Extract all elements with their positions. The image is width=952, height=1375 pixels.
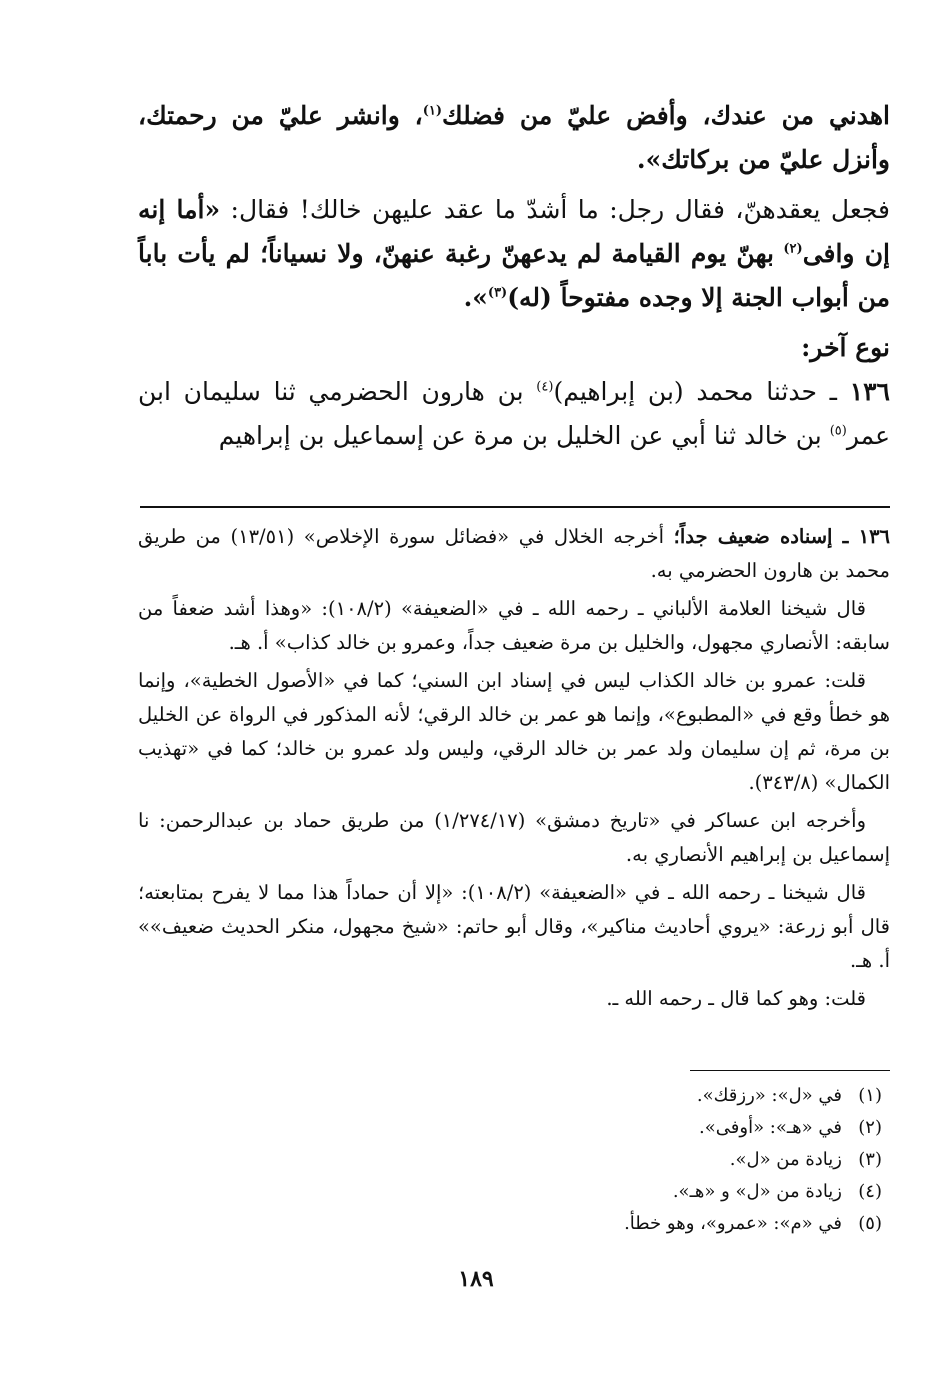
quote-segment: ». xyxy=(463,283,488,312)
footnote-item xyxy=(138,1208,890,1240)
quote-segment: بهنّ يوم القيامة لم يدعهنّ رغبة عنهنّ، ولا نسياناً؛ لم يأت باباً من أبواب الجنة إلا وجده مفتوحاً (له) xyxy=(138,239,890,312)
footnote-ref-5: (٥) xyxy=(829,423,847,439)
quote-segment: «أما إنه إن وافى xyxy=(138,195,890,268)
footnote-item xyxy=(138,1176,890,1208)
commentary-paragraph: قلت: عمرو بن خالد الكذاب ليس في إسناد ابن السني؛ كما في «الأصول الخطية»، وإنما هو خطأ وقع في «المطبوع»، وإنما هو عمر بن خالد الرقي؛ لأنه المذكور في الرواة عن الخليل بن مرة، ثم إن سليمان ولد عمر بن خالد الرقي، وليس ولد عمرو بن خالد؛ كما في «تهذيب الكمال» (٣٤٣/٨). xyxy=(138,669,890,794)
commentary-paragraph: وأخرجه ابن عساكر في «تاريخ دمشق» (١/٢٧٤/١٧) من طريق حماد بن عبدالرحمن: نا إسماعيل بن إبراهيم الأنصاري به. xyxy=(138,809,890,866)
section-heading: نوع آخر: xyxy=(801,333,890,362)
footnote-ref-3: (٣) xyxy=(487,285,508,301)
text-segment: أخرجه الخلال في «فضائل سورة الإخلاص» (١٣/٥١) من طريق محمد بن هارون الحضرمي به. xyxy=(138,525,890,582)
main-text xyxy=(138,94,890,464)
footnote-number: (٢) xyxy=(858,1117,882,1138)
footnote-ref-1: (١) xyxy=(422,103,443,119)
commentary-paragraph: قال شيخنا العلامة الألباني ـ رحمه الله ـ في «الضعيفة» (١٠٨/٢): «وهذا أشد ضعفاً من سابقه: الأنصاري مجهول، والخليل بن مرة ضعيف جداً، وعمرو بن خالد كذاب» أ. هـ. xyxy=(138,597,890,654)
footnote-number: (١) xyxy=(858,1085,882,1106)
footnote-text: في «هـ»: «أوفى». xyxy=(699,1117,842,1138)
footnote-item xyxy=(138,1112,890,1144)
footnote-ref-4: (٤) xyxy=(536,379,554,395)
text-segment: بن هارون الحضرمي ثنا سليمان ابن عمر xyxy=(138,377,890,450)
text-segment: بن خالد ثنا أبي عن الخليل بن مرة عن إسماعيل بن إبراهيم xyxy=(218,421,830,450)
text-segment: ، وانشر عليّ من رحمتك، وأنزل عليّ من بركاتك». xyxy=(138,101,890,174)
footnote-ref-2: (٢) xyxy=(783,241,803,257)
paragraph-supplication-end xyxy=(138,94,890,182)
paragraph-hadith-136 xyxy=(138,370,890,458)
footnote-item xyxy=(138,1080,890,1112)
text-segment: اهدني من عندك، وأفض عليّ من فضلك xyxy=(442,101,890,130)
footnote-text: في «ل»: «رزقك». xyxy=(696,1085,842,1106)
text-segment: فجعل يعقدهنّ، فقال رجل: ما أشدّ ما عقد عليهن خالك! فقال: xyxy=(230,195,891,224)
footnote-number: (٤) xyxy=(858,1181,882,1202)
footnote-item xyxy=(138,1144,890,1176)
footnote-number: (٥) xyxy=(858,1213,882,1234)
footnote-number: (٣) xyxy=(858,1149,882,1170)
separator-rule xyxy=(140,506,890,508)
commentary-label: ١٣٦ ـ إسناده ضعيف جداً؛ xyxy=(673,525,891,548)
footnote-separator xyxy=(690,1070,890,1071)
hadith-commentary xyxy=(138,520,890,1020)
hadith-number: ١٣٦ xyxy=(849,377,890,406)
text-segment: ـ حدثنا محمد (بن إبراهيم) xyxy=(553,377,850,406)
commentary-paragraph xyxy=(138,520,890,588)
page-number: ١٨٩ xyxy=(458,1266,494,1292)
paragraph-narration xyxy=(138,188,890,320)
commentary-paragraph: قلت: وهو كما قال ـ رحمه الله ـ. xyxy=(606,987,866,1010)
footnote-text: في «م»: «عمرو»، وهو خطأ. xyxy=(624,1213,842,1234)
commentary-paragraph: قال شيخنا ـ رحمه الله ـ في «الضعيفة» (١٠٨/٢): «إلا أن حماداً هذا مما لا يفرح بمتابعته؛ قال أبو زرعة: «يروي أحاديث مناكير»، وقال أبو حاتم: «شيخ مجهول، منكر الحديث ضعيف»» أ. هـ. xyxy=(138,881,890,972)
footnotes xyxy=(138,1080,890,1240)
footnote-text: زيادة من «ل». xyxy=(729,1149,842,1170)
footnote-text: زيادة من «ل» و «هـ». xyxy=(672,1181,842,1202)
